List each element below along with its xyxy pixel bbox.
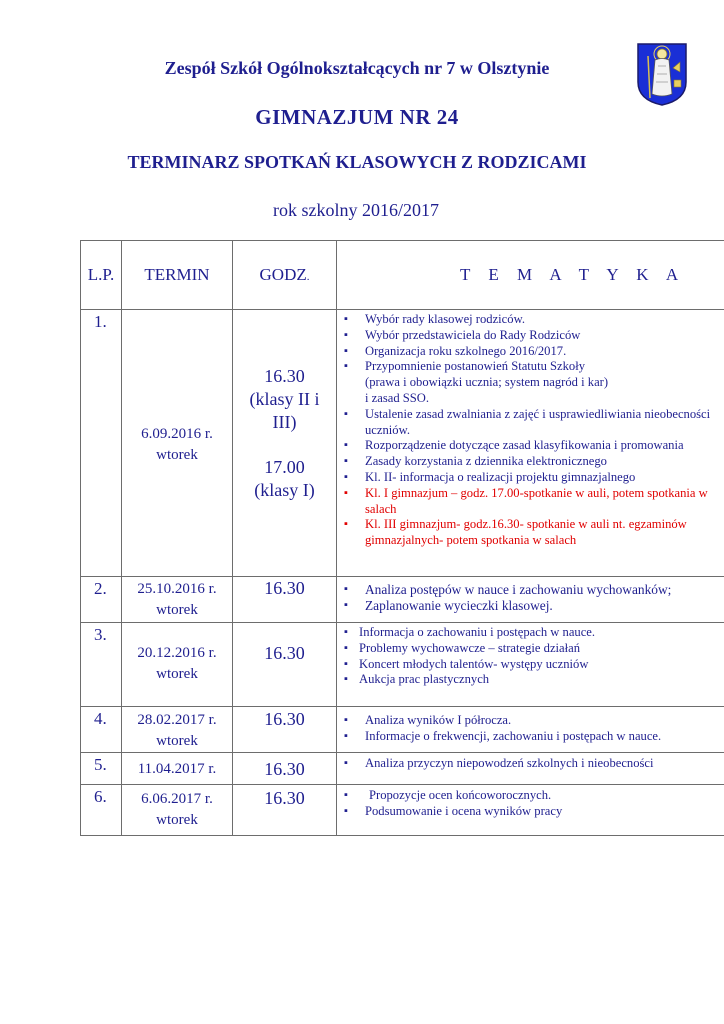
header-godz-label: GODZ xyxy=(259,265,307,284)
time-value: 16.30 xyxy=(264,643,305,663)
topics-cell xyxy=(337,577,724,623)
day-value: wtorek xyxy=(156,812,198,828)
meeting-date xyxy=(122,707,233,753)
header-tematyka: T E M A T Y K A xyxy=(337,241,724,310)
list-item: ▪ Organizacja roku szkolnego 2016/2017. xyxy=(337,344,724,360)
table-header-row xyxy=(81,241,724,310)
meeting-date xyxy=(122,577,233,623)
list-item: ▪ Analiza postępów w nauce i zachowaniu wychowanków; xyxy=(337,582,724,598)
time-note: III) xyxy=(272,412,297,432)
meeting-time xyxy=(233,707,337,753)
table-row xyxy=(81,577,724,623)
header-godz xyxy=(233,241,337,310)
header-termin: TERMIN xyxy=(122,241,233,310)
time-note: (klasy I) xyxy=(254,480,315,500)
row-number: 4. xyxy=(81,707,122,753)
row-number: 1. xyxy=(81,310,122,577)
table-row xyxy=(81,785,724,836)
meeting-time xyxy=(233,785,337,836)
table-row xyxy=(81,707,724,753)
topics-list xyxy=(337,788,724,820)
list-item-text: Przypomnienie postanowień Statutu Szkoły xyxy=(365,359,586,374)
row-number: 6. xyxy=(81,785,122,836)
meeting-date xyxy=(122,310,233,577)
row-number: 2. xyxy=(81,577,122,623)
meeting-time xyxy=(233,577,337,623)
list-item: ▪ Problemy wychowawcze – strategie działań xyxy=(337,641,724,657)
topics-list xyxy=(337,756,724,772)
meeting-time xyxy=(233,310,337,577)
day-value: wtorek xyxy=(156,602,198,618)
time-value: 16.30 xyxy=(264,578,305,598)
date-value: 28.02.2017 r. xyxy=(137,712,217,728)
meeting-date xyxy=(122,753,233,785)
list-item: ▪ Koncert młodych talentów- występy uczniów xyxy=(337,657,724,673)
list-item: ▪ Informacje o frekwencji, zachowaniu i postępach w nauce. xyxy=(337,729,724,745)
time-value: 16.30 xyxy=(264,759,305,779)
time-value: 17.00 xyxy=(264,457,305,477)
school-year: rok szkolny 2016/2017 xyxy=(273,200,439,220)
header-godz-dot: . xyxy=(306,271,310,283)
topics-cell xyxy=(337,785,724,836)
meeting-time xyxy=(233,753,337,785)
table-row xyxy=(81,310,724,577)
list-item: ▪ Wybór przedstawiciela do Rady Rodziców xyxy=(337,328,724,344)
row-number: 5. xyxy=(81,753,122,785)
topics-cell xyxy=(337,753,724,785)
table-row xyxy=(81,623,724,707)
topics-list xyxy=(337,312,724,549)
date-value: 11.04.2017 r. xyxy=(137,761,217,777)
topics-list xyxy=(337,582,724,614)
list-item-highlight: ▪ Kl. III gimnazjum- godz.16.30- spotkanie w auli nt. egzaminów gimnazjalnych- potem spotkania w salach xyxy=(337,517,724,549)
meetings-table xyxy=(80,240,724,836)
list-item: ▪ Wybór rady klasowej rodziców. xyxy=(337,312,724,328)
time-value: 16.30 xyxy=(264,709,305,729)
topics-list xyxy=(337,713,724,745)
list-item: ▪ Aukcja prac plastycznych xyxy=(337,672,724,688)
time-value: 16.30 xyxy=(264,366,305,386)
list-item xyxy=(337,359,724,406)
list-item-text: i zasad SSO. xyxy=(365,390,430,405)
date-value: 25.10.2016 r. xyxy=(137,581,217,597)
list-item-highlight: ▪ Kl. I gimnazjum – godz. 17.00-spotkanie w auli, potem spotkania w salach xyxy=(337,486,724,518)
date-value: 6.09.2016 r. xyxy=(141,426,213,442)
list-item: ▪ Kl. II- informacja o realizacji projektu gimnazjalnego xyxy=(337,470,724,486)
day-value: wtorek xyxy=(156,733,198,749)
header-lp: L.P. xyxy=(81,241,122,310)
list-item: ▪ Propozycje ocen końcoworocznych. xyxy=(337,788,724,804)
row-number: 3. xyxy=(81,623,122,707)
list-item: ▪ Zasady korzystania z dziennika elektronicznego xyxy=(337,454,724,470)
day-value: wtorek xyxy=(156,447,198,463)
list-item: ▪ Informacja o zachowaniu i postępach w nauce. xyxy=(337,625,724,641)
list-item-text: (prawa i obowiązki ucznia; system nagród i kar) xyxy=(365,375,609,390)
topics-cell xyxy=(337,623,724,707)
time-value: 16.30 xyxy=(264,788,305,808)
gimnazjum-title: GIMNAZJUM NR 24 xyxy=(255,105,459,129)
date-value: 20.12.2016 r. xyxy=(137,645,217,661)
time-note: (klasy II i xyxy=(249,389,320,409)
date-value: 6.06.2017 r. xyxy=(141,791,213,807)
list-item: ▪ Ustalenie zasad zwalniania z zajęć i usprawiedliwiania nieobecności uczniów. xyxy=(337,407,724,439)
day-value: wtorek xyxy=(156,666,198,682)
meeting-date xyxy=(122,785,233,836)
list-item: ▪ Analiza przyczyn niepowodzeń szkolnych i nieobecności xyxy=(337,756,724,772)
list-item: ▪ Rozporządzenie dotyczące zasad klasyfikowania i promowania xyxy=(337,438,724,454)
meeting-time xyxy=(233,623,337,707)
list-item: ▪ Analiza wyników I półrocza. xyxy=(337,713,724,729)
list-item: ▪ Podsumowanie i ocena wyników pracy xyxy=(337,804,724,820)
schedule-title: TERMINARZ SPOTKAŃ KLASOWYCH Z RODZICAMI xyxy=(127,152,587,172)
olsztyn-coat-of-arms-icon xyxy=(636,42,688,106)
list-item: ▪ Zaplanowanie wycieczki klasowej. xyxy=(337,598,724,614)
topics-list xyxy=(337,625,724,688)
school-name: Zespół Szkół Ogólnokształcących nr 7 w Olsztynie xyxy=(164,58,550,78)
meeting-date xyxy=(122,623,233,707)
topics-cell xyxy=(337,707,724,753)
topics-cell xyxy=(337,310,724,577)
table-row xyxy=(81,753,724,785)
